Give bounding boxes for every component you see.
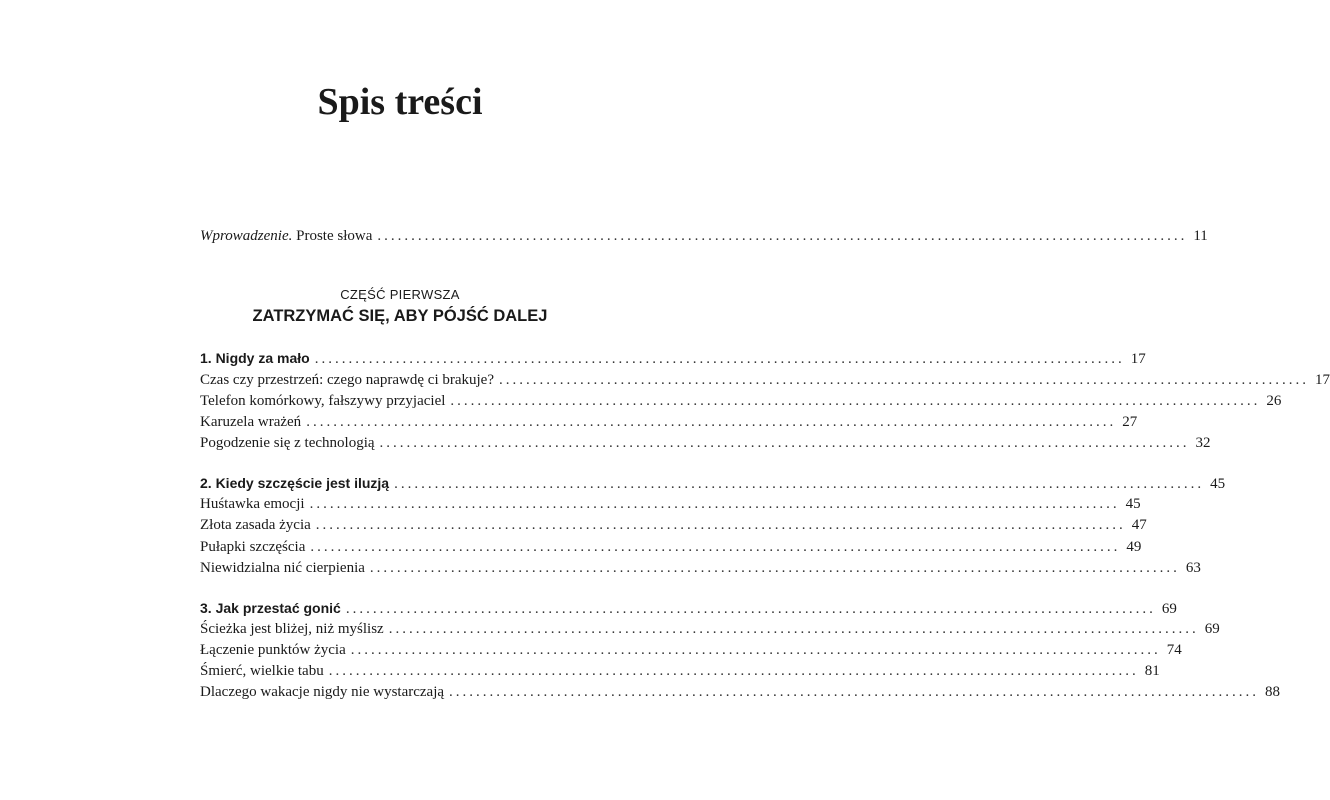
item-page: 27 <box>1122 414 1138 430</box>
item-page: 88 <box>1265 684 1281 700</box>
chapter-title: 2. Kiedy szczęście jest iluzją <box>200 475 390 491</box>
dot-leader: ........................................................................................................................ <box>449 684 1260 700</box>
intro-title <box>200 224 372 248</box>
dot-leader: ........................................................................................................................ <box>450 393 1261 409</box>
item-page: 32 <box>1195 435 1211 451</box>
part-label: CZĘŚĆ PIERWSZA <box>340 287 460 302</box>
item-title: Pogodzenie się z technologią <box>200 435 375 451</box>
dot-leader: ........................................................................................................................ <box>377 228 1188 244</box>
item-page: 17 <box>1315 372 1330 388</box>
page-title: Spis treści <box>317 81 483 123</box>
item-title: Złota zasada życia <box>200 517 311 533</box>
toc-chapter-1 <box>200 346 1146 370</box>
dot-leader: ........................................................................................................................ <box>306 414 1117 430</box>
toc-item <box>200 556 1201 580</box>
part-title: ZATRZYMAĆ SIĘ, ABY PÓJŚĆ DALEJ <box>252 307 548 325</box>
dot-leader: ........................................................................................................................ <box>350 642 1161 658</box>
dot-leader: ........................................................................................................................ <box>369 560 1180 576</box>
dot-leader: ........................................................................................................................ <box>310 539 1121 555</box>
dot-leader: ........................................................................................................................ <box>309 496 1120 512</box>
dot-leader: ........................................................................................................................ <box>499 372 1310 388</box>
item-title: Pułapki szczęścia <box>200 539 306 555</box>
dot-leader: ........................................................................................................................ <box>388 621 1199 637</box>
toc-item <box>200 431 1211 455</box>
dot-leader: ........................................................................................................................ <box>345 601 1156 617</box>
item-title: Karuzela wrażeń <box>200 414 302 430</box>
intro-page: 11 <box>1193 228 1208 244</box>
item-page: 81 <box>1144 663 1160 679</box>
chapter-page: 45 <box>1210 476 1226 492</box>
dot-leader: ........................................................................................................................ <box>314 351 1125 367</box>
dot-leader: ........................................................................................................................ <box>315 517 1126 533</box>
intro-rest: Proste słowa <box>292 228 373 244</box>
intro-italic: Wprowadzenie. <box>200 228 293 244</box>
item-page: 47 <box>1131 517 1147 533</box>
dot-leader: ........................................................................................................................ <box>328 663 1139 679</box>
item-page: 74 <box>1166 642 1182 658</box>
chapter-page: 17 <box>1130 351 1146 367</box>
item-title: Dlaczego wakacje nigdy nie wystarczają <box>200 684 445 700</box>
chapter-title: 1. Nigdy za mało <box>200 350 310 366</box>
item-page: 49 <box>1126 539 1142 555</box>
item-page: 45 <box>1125 496 1141 512</box>
item-page: 69 <box>1204 621 1220 637</box>
toc-item <box>200 680 1281 704</box>
item-title: Łączenie punktów życia <box>200 642 346 658</box>
toc-item <box>200 513 1147 537</box>
toc-intro-entry <box>200 224 1208 248</box>
item-title: Telefon komórkowy, fałszywy przyjaciel <box>200 393 446 409</box>
item-page: 63 <box>1185 560 1201 576</box>
item-title: Huśtawka emocji <box>200 496 305 512</box>
item-title: Ścieżka jest bliżej, niż myślisz <box>200 621 384 637</box>
item-title: Czas czy przestrzeń: czego naprawdę ci brakuje? <box>200 372 495 388</box>
item-title: Śmierć, wielkie tabu <box>200 663 324 679</box>
dot-leader: ........................................................................................................................ <box>394 476 1205 492</box>
chapter-title: 3. Jak przestać gonić <box>200 600 341 616</box>
chapter-page: 69 <box>1161 601 1177 617</box>
item-page: 26 <box>1266 393 1282 409</box>
dot-leader: ........................................................................................................................ <box>379 435 1190 451</box>
item-title: Niewidzialna nić cierpienia <box>200 560 365 576</box>
